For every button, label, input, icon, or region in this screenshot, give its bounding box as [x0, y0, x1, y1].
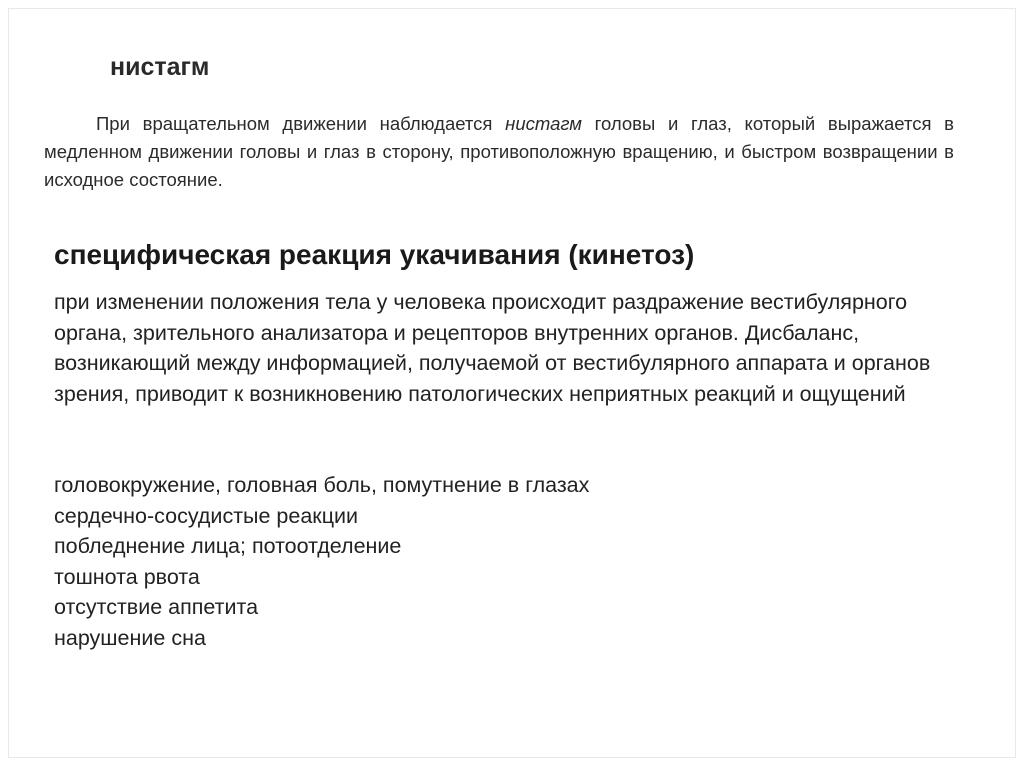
nystagmus-description-start: При вращательном движении наблюдается [96, 113, 506, 134]
symptom-item: нарушение сна [54, 625, 206, 650]
symptom-item: сердечно-сосудистые реакции [54, 503, 359, 528]
nystagmus-description [44, 110, 954, 194]
kinetosis-heading-tail: ) [684, 239, 695, 270]
symptom-item: тошнота рвота [54, 564, 200, 589]
nystagmus-description-end: головы и глаз, который выражается в медленном движении головы и глаз в сторону, противоположную вращению, и быстром возвращении в исходное состояние. [44, 113, 954, 190]
kinetosis-heading-bold: специфическая реакция укачивания (кинетоз [54, 239, 685, 270]
symptom-list [54, 470, 589, 653]
symptom-item: побледнение лица; потоотделение [54, 534, 402, 558]
kinetosis-description: при изменении положения тела у человека происходит раздражение вестибулярного органа, зрительного анализатора и рецепторов внутренних органов. Дисбаланс, возникающий между информацией, получаемой от вестибулярного аппарата и органов зрения, приводит к возникновению патологических неприятных реакций и ощущений [54, 290, 931, 406]
nystagmus-term: нистагм [505, 113, 582, 134]
symptom-item: отсутствие аппетита [54, 595, 259, 619]
nystagmus-heading: нистагм [110, 53, 210, 81]
kinetosis-heading [54, 238, 694, 272]
symptom-item: головокружение, головная боль, помутнение в глазах [54, 473, 590, 497]
